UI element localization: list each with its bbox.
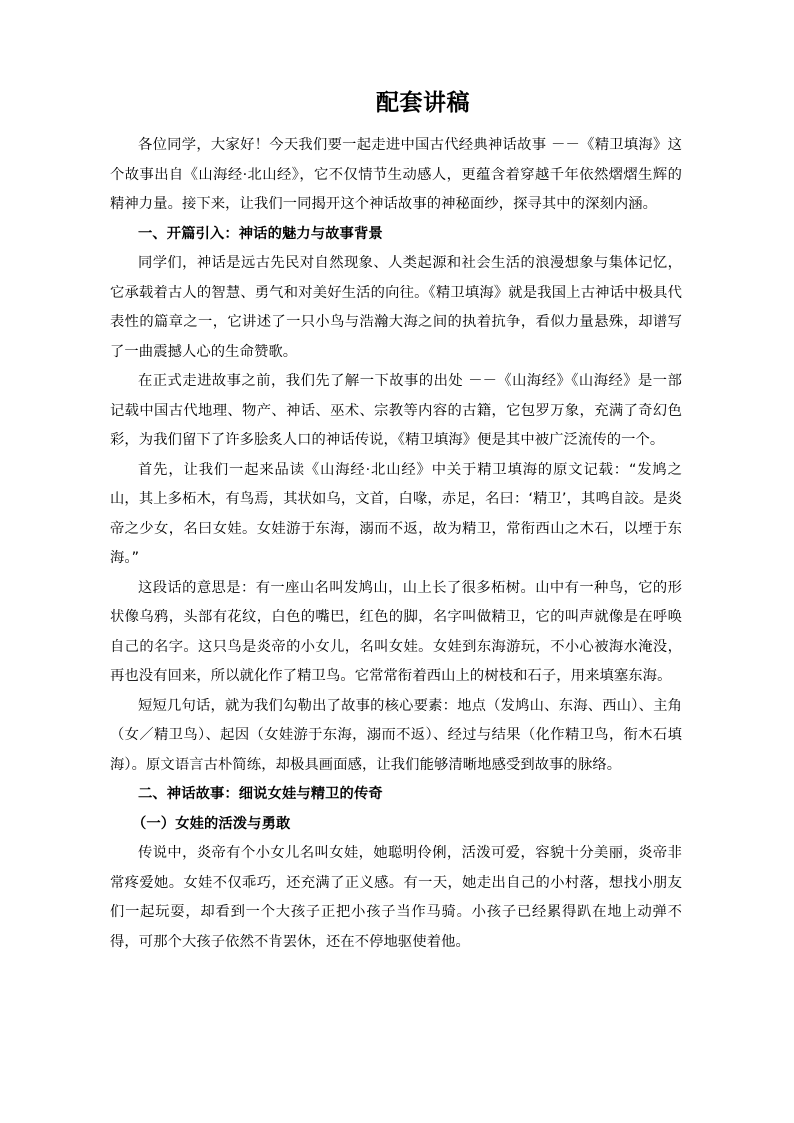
section-one-paragraph-1: 同学们，神话是远古先民对自然现象、人类起源和社会生活的浪漫想象与集体记忆，它承载着古人的智慧、勇气和对美好生活的向往。《精卫填海》就是我国上古神话中极具代表性的篇章之一，它讲述了一只小鸟与浩瀚大海之间的执着抗争，看似力量悬殊，却谱写了一曲震撼人心的生命赞歌。 <box>110 255 682 360</box>
section-one-paragraph-4: 这段话的意思是：有一座山名叫发鸠山，山上长了很多柘树。山中有一种鸟，它的形状像乌鸦，头部有花纹，白色的嘴巴，红色的脚，名字叫做精卫，它的叫声就像是在呼唤自己的名字。这只鸟是炎帝的小女儿，名叫女娃。女娃到东海游玩，不小心被海水淹没，再也没有回来，所以就化作了精卫鸟。它常常衔着西山上的树枝和石子，用来填塞东海。 <box>110 579 682 684</box>
document-body <box>110 88 682 957</box>
section-two-subsection-one-paragraph-1: 传说中，炎帝有个小女儿名叫女娃，她聪明伶俐，活泼可爱，容貌十分美丽，炎帝非常疼爱她。女娃不仅乖巧，还充满了正义感。有一天，她走出自己的小村落，想找小朋友们一起玩耍，却看到一个大孩子正把小孩子当作马骑。小孩子已经累得趴在地上动弹不得，可那个大孩子依然不肯罢休，还在不停地驱使着他。 <box>110 845 682 950</box>
section-one-paragraph-2: 在正式走进故事之前，我们先了解一下故事的出处 －－《山海经》《山海经》是一部记载中国古代地理、物产、神话、巫术、宗教等内容的古籍，它包罗万象，充满了奇幻色彩，为我们留下了许多脍炙人口的神话传说，《精卫填海》便是其中被广泛流传的一个。 <box>110 373 682 448</box>
section-two-heading: 二、神话故事：细说女娃与精卫的传奇 <box>138 786 383 802</box>
section-one-paragraph-5: 短短几句话，就为我们勾勒出了故事的核心要素：地点（发鸠山、东海、西山）、主角（女／精卫鸟）、起因（女娃游于东海，溺而不返）、经过与结果（化作精卫鸟，衔木石填海）。原文语言古朴简练，却极具画面感，让我们能够清晰地感受到故事的脉络。 <box>110 697 682 773</box>
section-two-subsection-one-heading: （一）女娃的活泼与勇敢 <box>132 815 291 832</box>
page-title: 配套讲稿 <box>376 90 470 116</box>
section-one-paragraph-3: 首先，让我们一起来品读《山海经·北山经》中关于精卫填海的原文记载：“发鸠之山，其上多柘木，有鸟焉，其状如乌，文首，白喙，赤足，名曰：‘精卫’，其鸣自詨。是炎帝之少女，名曰女娃。女娃游于东海，溺而不返，故为精卫，常衔西山之木石，以堙于东海。” <box>110 461 682 566</box>
section-one-heading: 一、开篇引入：神话的魅力与故事背景 <box>138 225 383 242</box>
intro-paragraph: 各位同学，大家好！今天我们要一起走进中国古代经典神话故事 －－《精卫填海》这个故事出自《山海经·北山经》，它不仅情节生动感人，更蕴含着穿越千年依然熠熠生辉的精神力量。接下来，让我们一同揭开这个神话故事的神秘面纱，探寻其中的深刻内涵。 <box>110 137 682 212</box>
